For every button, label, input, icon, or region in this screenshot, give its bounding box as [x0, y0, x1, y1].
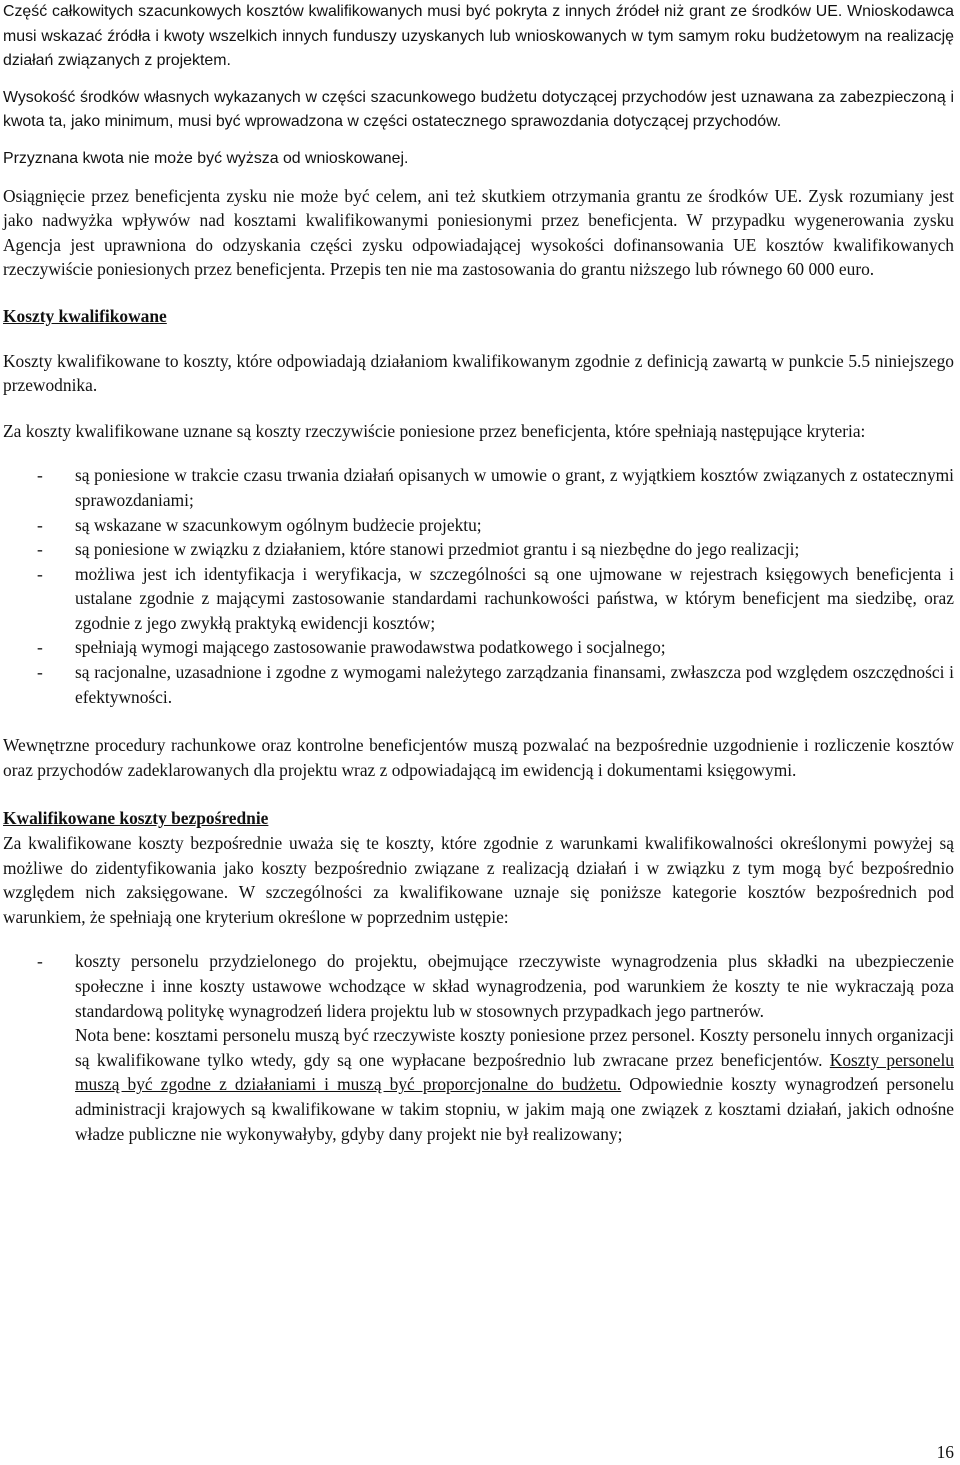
page-number: 16 [936, 1442, 954, 1462]
nota-bene-text-continued: Odpowiednie koszty wynagrodzeń personelu administracji krajowych są kwalifikowane w takim stopniu, w jakim mają one związek z kosztami działań, jakich odnośne władze publiczne nie wykonywałyby, gdyby dany projekt nie był realizowany; [75, 1074, 954, 1144]
dash-marker: - [37, 637, 43, 658]
direct-costs-list [3, 949, 954, 1023]
document-page [3, 0, 954, 1146]
list-item-text: spełniają wymogi mającego zastosowanie prawodawstwa podatkowego i socjalnego; [75, 637, 666, 658]
paragraph-direct-costs: Za kwalifikowane koszty bezpośrednie uważa się te koszty, które zgodnie z warunkami kwalifikowalności określonymi powyżej są możliwe do zidentyfikowania jako koszty bezpośrednio związane z realizacją działań i w związku z tym mogą być bezpośrednio względem nich zaksięgowane. W szczególności za kwalifikowane uznaje się poniższe kategorie kosztów bezpośrednich pod warunkiem, że spełniają one kryterium określone w poprzednim ustępie: [3, 833, 954, 927]
list-item-text: są wskazane w szacunkowym ogólnym budżecie projektu; [75, 514, 482, 535]
list-item [3, 562, 954, 636]
list-item-text: możliwa jest ich identyfikacja i weryfikacja, w szczególności są one ujmowane w rejestrach księgowych beneficjenta i ustalane zgodnie z mającymi zastosowanie standardami rachunkowości państwa, w którym beneficjent ma siedzibę, oraz zgodnie z jego zwykłą praktyką ewidencji kosztów; [75, 563, 954, 633]
paragraph-granted-amount: Przyznana kwota nie może być wyższa od wnioskowanej. [3, 149, 409, 167]
paragraph-nota-bene [3, 1023, 954, 1146]
list-item [3, 537, 954, 562]
nota-bene-text: Nota bene: kosztami personelu muszą być rzeczywiste koszty poniesione przez personel. Koszty personelu innych organizacji są kwalifikowane tylko wtedy, gdy są one wypłacane bezpośrednio lub zwracane przez beneficjentów. [75, 1025, 954, 1070]
list-item [3, 513, 954, 538]
heading-direct-costs: Kwalifikowane koszty bezpośrednie [3, 808, 269, 829]
dash-marker: - [37, 662, 43, 683]
list-item-text: są poniesione w trakcie czasu trwania działań opisanych w umowie o grant, z wyjątkiem kosztów związanych z ostatecznymi sprawozdaniami; [75, 465, 954, 510]
paragraph-profit: Osiągnięcie przez beneficjenta zysku nie może być celem, ani też skutkiem otrzymania grantu ze środków UE. Zysk rozumiany jest jako nadwyżka wpływów nad kosztami kwalifikowanymi poniesionymi przez beneficjenta. W przypadku wygenerowania zysku Agencja jest uprawniona do odzyskania części zysku odpowiadającej wysokości dofinansowania UE kosztów kwalifikowanych rzeczywiście poniesionych przez beneficjenta. Przepis ten nie ma zastosowania do grantu niższego lub równego 60 000 euro. [3, 185, 954, 280]
list-item [3, 660, 954, 709]
paragraph-eligible-criteria: Za koszty kwalifikowane uznane są koszty rzeczywiście poniesione przez beneficjenta, które spełniają następujące kryteria: [3, 420, 866, 441]
paragraph-own-funds: Wysokość środków własnych wykazanych w części szacunkowego budżetu dotyczącej przychodów jest uznawana za zabezpieczoną i kwota ta, jako minimum, musi być wprowadzona w części ostatecznego sprawozdania dotyczącej przychodów. [3, 88, 954, 131]
criteria-list [3, 463, 954, 709]
heading-eligible-costs: Koszty kwalifikowane [3, 305, 167, 326]
nota-bene-underlined: Koszty personelu muszą być zgodne z działaniami i muszą być proporcjonalne do budżetu. [75, 1049, 954, 1095]
paragraph-internal-procedures: Wewnętrzne procedury rachunkowe oraz kontrolne beneficjentów muszą pozwalać na bezpośrednie uzgodnienie i rozliczenie kosztów oraz przychodów zadeklarowanych dla projektu wraz z odpowiadającą im ewidencją i dokumentami księgowymi. [3, 735, 954, 780]
list-item [3, 635, 954, 660]
dash-marker: - [37, 514, 43, 535]
dash-marker: - [37, 951, 43, 972]
paragraph-cofinancing: Część całkowitych szacunkowych kosztów kwalifikowanych musi być pokryta z innych źródeł niż grant ze środków UE. Wnioskodawca musi wskazać źródła i kwoty wszelkich innych funduszy uzyskanych lub wnioskowanych w tym samym roku budżetowym na realizację działań związanych z projektem. [3, 3, 954, 70]
dash-marker: - [37, 563, 43, 584]
dash-marker: - [37, 465, 43, 486]
list-item-text: są racjonalne, uzasadnione i zgodne z wymogami należytego zarządzania finansami, zwłaszcza pod względem oszczędności i efektywności. [75, 662, 954, 707]
list-item-text: są poniesione w związku z działaniem, które stanowi przedmiot grantu i są niezbędne do jego realizacji; [75, 539, 800, 560]
list-item [3, 949, 954, 1023]
paragraph-eligible-definition: Koszty kwalifikowane to koszty, które odpowiadają działaniom kwalifikowanym zgodnie z definicją zawartą w punkcie 5.5 niniejszego przewodnika. [3, 350, 954, 396]
list-item-text: koszty personelu przydzielonego do projektu, obejmujące rzeczywiste wynagrodzenia plus składki na ubezpieczenie społeczne i inne koszty ustawowe wchodzące w skład wynagrodzenia, pod warunkiem że koszty te nie wykraczają poza standardową politykę wynagrodzeń lidera projektu lub w stosownych przypadkach jego partnerów. [75, 951, 954, 1021]
dash-marker: - [37, 539, 43, 560]
list-item [3, 463, 954, 512]
